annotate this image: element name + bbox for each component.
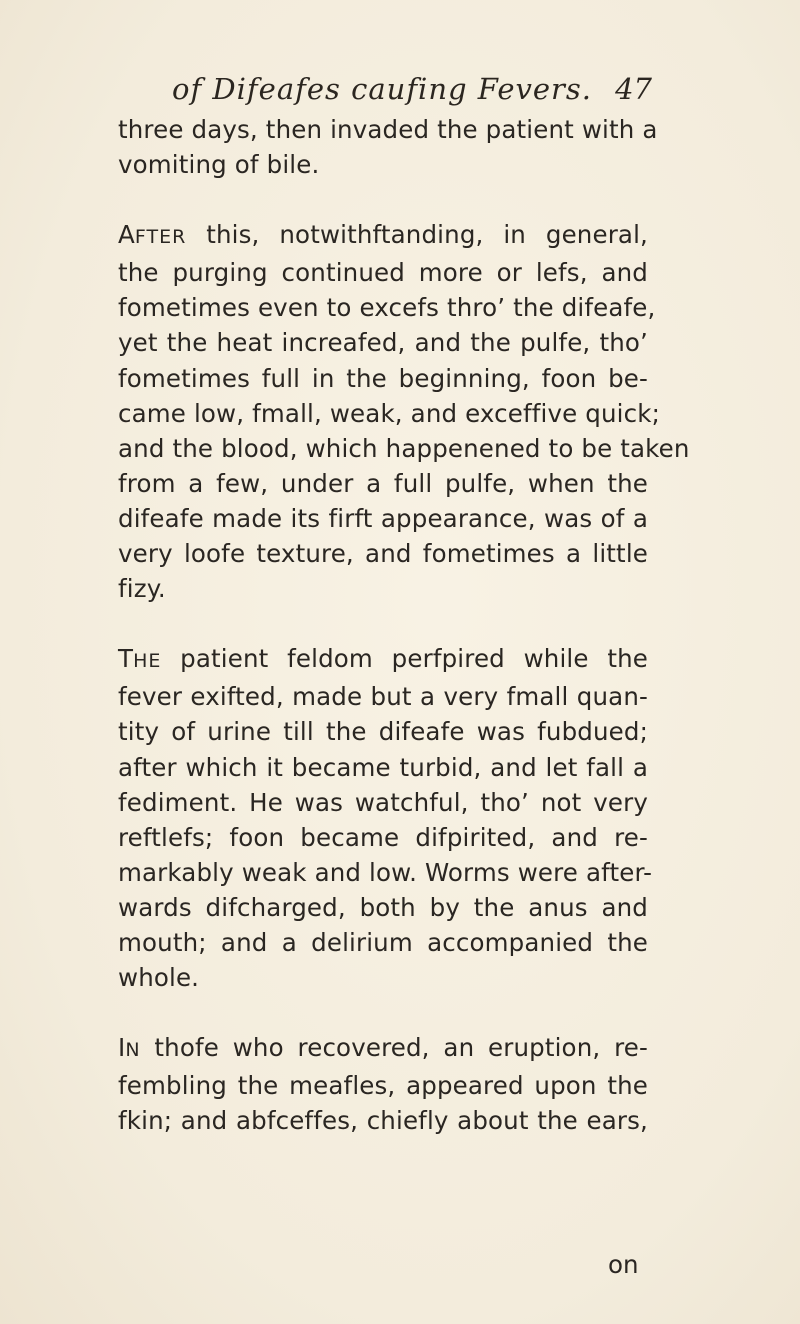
text-line: reftlefs; foon became difpirited, and re- bbox=[118, 822, 648, 852]
text-line: tity of urine till the difeafe was fubdued; bbox=[118, 717, 648, 747]
text-line: and the blood, which happenened to be taken bbox=[118, 433, 690, 463]
text-line: mouth; and a delirium accompanied the bbox=[118, 927, 648, 957]
paragraph bbox=[118, 112, 658, 182]
text-line: yet the heat increafed, and the pulfe, tho’ bbox=[118, 328, 648, 358]
text-line: fediment. He was watchful, tho’ not very bbox=[118, 787, 648, 817]
text-line: fometimes even to excefs thro’ the difeafe, bbox=[118, 293, 656, 323]
catchword: on bbox=[608, 1250, 639, 1279]
paragraph bbox=[118, 641, 653, 995]
text-line: whole. bbox=[118, 963, 200, 993]
line-text: this, notwithftanding, in general, bbox=[186, 220, 648, 250]
small-caps-initial: A bbox=[118, 220, 135, 250]
small-caps-word: N bbox=[125, 1039, 141, 1062]
text-line: the purging continued more or lefs, and bbox=[118, 258, 648, 288]
page-header bbox=[172, 72, 652, 112]
text-line: difeafe made its firft appearance, was of a bbox=[118, 503, 648, 533]
small-caps-initial: T bbox=[118, 644, 134, 674]
line-text: thofe who recovered, an eruption, re- bbox=[140, 1033, 648, 1063]
page-number: 47 bbox=[615, 72, 652, 106]
text-line: fembling the meafles, appeared upon the bbox=[118, 1071, 648, 1101]
text-line: fever exifted, made but a very fmall quan- bbox=[118, 682, 648, 712]
text-line: markably weak and low. Worms were after- bbox=[118, 857, 653, 887]
text-line: fkin; and abfceffes, chiefly about the ears, bbox=[118, 1106, 648, 1136]
small-caps-word: FTER bbox=[134, 226, 187, 249]
paragraph bbox=[118, 1030, 648, 1138]
small-caps-initial: I bbox=[118, 1033, 126, 1063]
text-line: vomiting of bile. bbox=[118, 150, 320, 180]
small-caps-word: HE bbox=[133, 650, 162, 673]
text-line: after which it became turbid, and let fall a bbox=[118, 752, 648, 782]
text-line: wards difcharged, both by the anus and bbox=[118, 892, 648, 922]
paragraph bbox=[118, 217, 690, 606]
running-head: of Difeafes caufing Fevers. bbox=[172, 72, 593, 106]
line-text: patient feldom perfpired while the bbox=[161, 644, 648, 674]
text-line: fometimes full in the beginning, foon be- bbox=[118, 363, 648, 393]
text-line: from a few, under a full pulfe, when the bbox=[118, 468, 648, 498]
text-line: came low, fmall, weak, and exceffive quick; bbox=[118, 398, 661, 428]
text-line bbox=[118, 217, 648, 255]
body-text bbox=[118, 112, 690, 1138]
text-line bbox=[118, 641, 648, 679]
text-line: fizy. bbox=[118, 574, 166, 604]
text-line: three days, then invaded the patient with a bbox=[118, 115, 658, 144]
text-line: very loofe texture, and fometimes a little bbox=[118, 539, 648, 569]
text-line bbox=[118, 1030, 648, 1068]
